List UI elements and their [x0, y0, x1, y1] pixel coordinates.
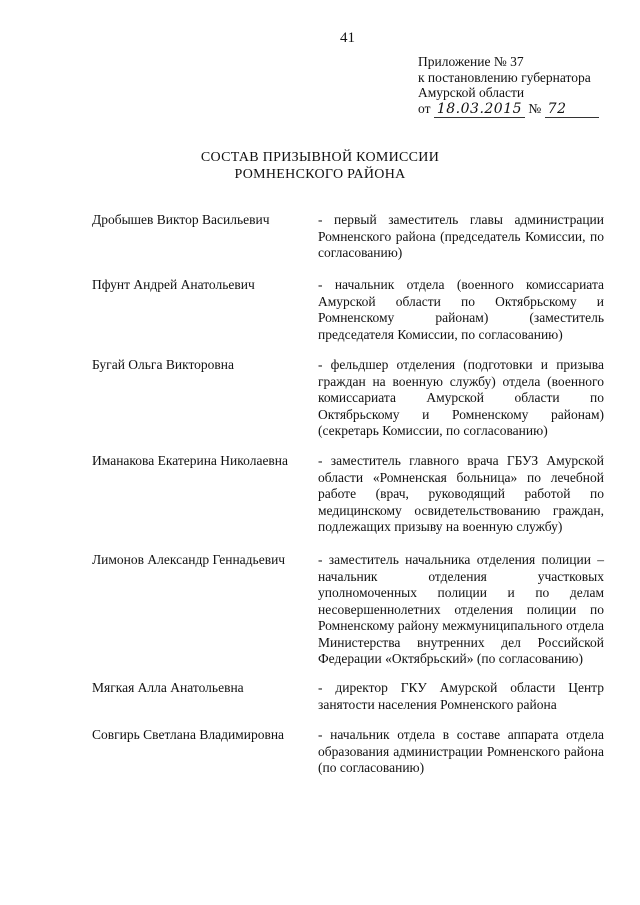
title-line-2: РОМНЕНСКОГО РАЙОНА	[234, 167, 406, 182]
member-row	[92, 552, 610, 668]
document-title	[0, 149, 640, 183]
member-row	[92, 357, 610, 440]
member-role: - заместитель начальника отделения полиции – начальник отделения участковых уполномоченных полиции и по делам несовершеннолетних отделения полиции по Ромненскому району межмуниципального отдела Министерства внутренних дел Российской Федерации «Октябрьский» (по согласованию)	[318, 552, 604, 666]
member-name: Совгирь Светлана Владимировна	[92, 727, 285, 742]
appendix-block	[418, 54, 599, 118]
number-value: 72	[545, 102, 599, 119]
appendix-decree: к постановлению губернатора	[418, 69, 591, 85]
title-line-1: СОСТАВ ПРИЗЫВНОЙ КОМИССИИ	[200, 150, 440, 165]
date-value: 18.03.2015	[434, 102, 525, 119]
member-name: Лимонов Александр Геннадьевич	[92, 552, 286, 567]
member-role: - начальник отдела в составе аппарата отдела образования администрации Ромненского района (по согласованию)	[318, 727, 604, 775]
member-name: Пфунт Андрей Анатольевич	[92, 277, 255, 292]
member-name: Бугай Ольга Викторовна	[92, 357, 235, 372]
member-name: Мягкая Алла Анатольевна	[92, 680, 244, 695]
appendix-region: Амурской области	[418, 85, 525, 100]
member-row	[92, 277, 610, 343]
member-row	[92, 453, 610, 536]
member-role: - директор ГКУ Амурской области Центр занятости населения Ромненского района	[318, 680, 604, 712]
page-number: 41	[340, 30, 355, 46]
member-role: - первый заместитель главы администрации Ромненского района (председатель Комиссии, по согласованию)	[318, 212, 604, 260]
number-prefix: №	[528, 100, 542, 116]
member-row	[92, 212, 610, 262]
member-role: - начальник отдела (военного комиссариата Амурской области по Октябрьскому и Ромненскому районам) (заместитель председателя Комиссии, по согласованию)	[318, 277, 604, 342]
appendix-title: Приложение № 37	[418, 54, 524, 69]
date-prefix: от	[418, 100, 431, 116]
member-role: - фельдшер отделения (подготовки и призыва граждан на военную службу) отдела (военного комиссариата Амурской области по Октябрьскому и Ромненскому районам) (секретарь Комиссии, по согласованию)	[318, 357, 604, 438]
member-role: - заместитель главного врача ГБУЗ Амурской области «Ромненская больница» по лечебной работе (врач, руководящий работой по медицинскому освидетельствованию граждан, подлежащих призыву на военную службу)	[318, 453, 604, 534]
member-row	[92, 680, 610, 713]
member-name: Иманакова Екатерина Николаевна	[92, 453, 289, 468]
member-name: Дробышев Виктор Васильевич	[92, 212, 270, 227]
appendix-date-line	[418, 101, 599, 119]
member-row	[92, 727, 610, 777]
